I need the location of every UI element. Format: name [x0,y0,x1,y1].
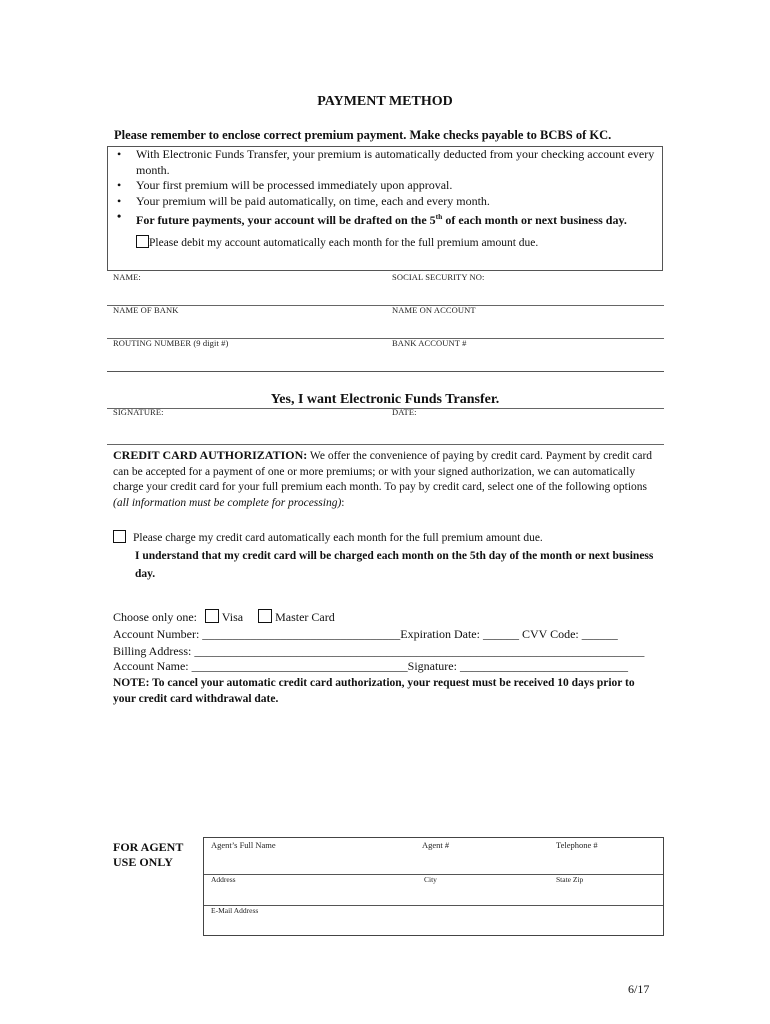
eft-confirm-heading: Yes, I want Electronic Funds Transfer. [270,392,500,407]
date-label: DATE: [392,407,417,417]
cc-heading: CREDIT CARD AUTHORIZATION: [113,448,308,462]
cc-authorization-text [113,448,653,511]
draft-text-sup: th [435,212,443,221]
agent-info-box [203,837,664,936]
agent-title-line1: FOR AGENT [113,840,184,854]
cc-end: : [341,496,345,509]
agent-title-line2: USE ONLY [113,855,173,869]
eft-bullet-list [114,147,659,229]
signature-label: SIGNATURE: [113,407,164,417]
routing-label: ROUTING NUMBER (9 digit #) [113,338,229,348]
routing-line[interactable] [107,371,664,372]
debit-label: Please debit my account automatically each month for the full premium amount due. [149,237,539,249]
eft-info-box [107,146,663,271]
agent-row-1[interactable] [204,838,663,875]
signature-line[interactable] [107,444,664,445]
cancel-note: NOTE: To cancel your automatic credit card authorization, your request must be received 10 days prior to your credit card withdrawal date. [113,677,635,705]
draft-text-before: For future payments, your account will be drafted on the 5 [136,213,436,227]
account-name-row[interactable]: Account Name: ____________________________________Signature: ____________________________ [113,659,628,673]
draft-text-after: of each month or next business day. [442,213,627,227]
intro-text: Please remember to enclose correct premium payment. Make checks payable to BCBS of KC. [114,128,612,142]
page-title: PAYMENT METHOD [317,94,453,109]
bank-name-label: NAME OF BANK [113,305,179,315]
card-type-row [113,609,335,625]
debit-option [136,235,538,249]
visa-label: Visa [221,610,244,624]
agent-full-name-label: Agent’s Full Name [211,840,276,850]
choose-label: Choose only one: [113,610,197,624]
list-item: • Your first premium will be processed immediately upon approval. [114,178,659,194]
agent-state-zip-label: State Zip [556,875,584,884]
agent-city-label: City [424,875,437,884]
list-item-draft-date [114,209,659,229]
cc-italic-note: (all information must be complete for processing) [113,496,342,509]
mastercard-checkbox[interactable] [258,609,272,623]
account-number-row[interactable]: Account Number: _________________________________Expiration Date: ______ CVV Code: ______ [113,627,618,641]
cc-charge-checkbox[interactable] [113,530,126,543]
mastercard-label: Master Card [275,610,335,624]
name-ssn-line[interactable] [107,305,664,306]
page-number: 6/17 [628,982,650,996]
list-item: • With Electronic Funds Transfer, your premium is automatically deducted from your checking account every month. [114,147,659,178]
visa-checkbox[interactable] [205,609,219,623]
ssn-label: SOCIAL SECURITY NO: [392,272,485,282]
agent-telephone-label: Telephone # [556,840,598,850]
agent-address-label: Address [211,875,236,884]
cc-charge-label: Please charge my credit card automatically each month for the full premium amount due. [133,532,543,544]
cc-understand-text: I understand that my credit card will be charged each month on the 5th day of the month or next business day. [135,550,654,580]
confirm-line [107,408,664,409]
agent-email-label: E-Mail Address [211,906,259,915]
list-item: • Your premium will be paid automatically, on time, each and every month. [114,194,659,210]
name-on-account-label: NAME ON ACCOUNT [392,305,476,315]
agent-row-3[interactable] [204,906,663,935]
agent-row-2[interactable] [204,875,663,906]
cc-charge-option [113,529,663,583]
agent-section-title [113,840,183,870]
debit-checkbox[interactable] [136,235,149,248]
cc-body: We offer the convenience of paying by credit card. Payment by credit card can be accepted for a payment of one or more premiums; or with your signed authorization, we can automatically charge your credit card for your full premium each month. To pay by credit card, select one of the following options [113,450,653,493]
name-label: NAME: [113,272,141,282]
agent-number-label: Agent # [422,840,450,850]
billing-address-row[interactable]: Billing Address: ___________________________________________________________________________ [113,644,645,658]
bank-account-label: BANK ACCOUNT # [392,338,467,348]
